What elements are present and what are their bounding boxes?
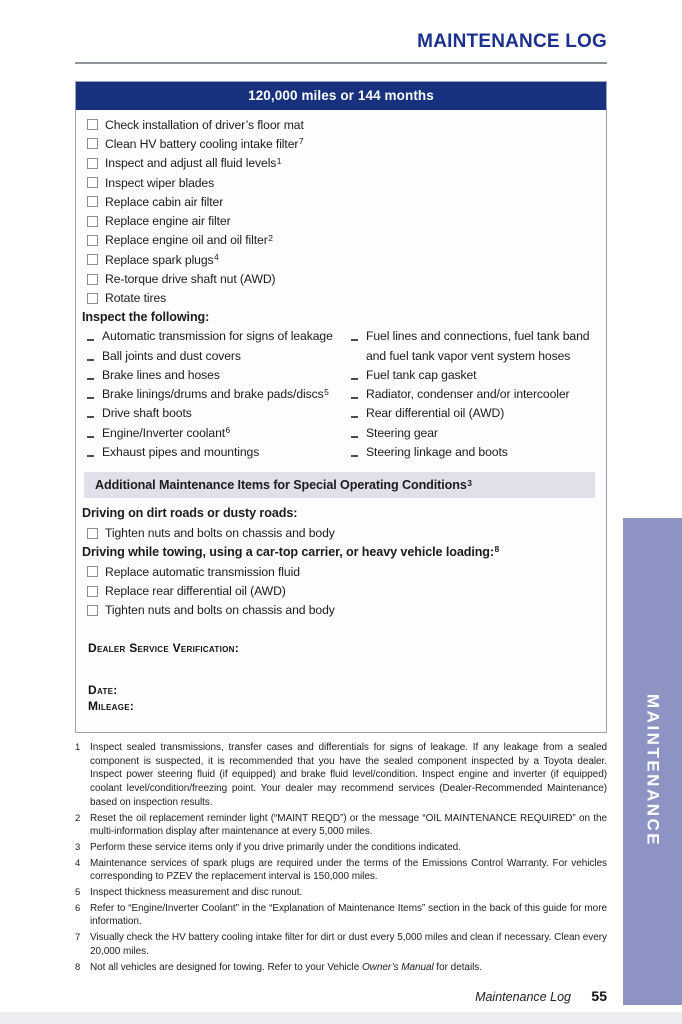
- footnote: [75, 812, 607, 839]
- checkbox-icon: [87, 293, 98, 304]
- page-content: [75, 0, 607, 1006]
- page-footer: [75, 988, 607, 1006]
- checkbox-icon: [87, 274, 98, 285]
- inspect-item-label: Steering linkage and boots: [366, 445, 508, 460]
- checklist-item: [81, 134, 598, 153]
- inspect-item-label: Fuel lines and connections, fuel tank band and fuel tank vapor vent system hoses: [366, 329, 590, 363]
- additional-conditions-heading: Additional Maintenance Items for Special Operating Conditions$^3$: [84, 472, 595, 498]
- footnote-number: 6: [75, 902, 81, 914]
- card-body: [76, 110, 606, 732]
- inspect-item: [351, 385, 598, 404]
- footnote-number: 8: [75, 961, 81, 973]
- checkbox-icon: [87, 254, 98, 265]
- footnote-number: 7: [75, 932, 81, 944]
- footnote: [75, 741, 607, 810]
- footnote-text: Maintenance services of spark plugs are required under the terms of the Emissions Control Warranty. For vehicles corresponding to PZEV the replacement interval is 150,000 miles.: [90, 857, 607, 883]
- checklist-item-label: Clean HV battery cooling intake filter$^7$: [105, 136, 304, 151]
- footnote-text: Visually check the HV battery cooling intake filter for dirt or dust every 5,000 miles and clean if necessary. Clean every 20,000 miles.: [90, 932, 607, 957]
- page-bottom-edge: [0, 1012, 682, 1024]
- checkbox-icon: [87, 196, 98, 207]
- inspect-item: [351, 404, 598, 423]
- mileage-label: Mileage:: [88, 698, 135, 713]
- footnote-text: Reset the oil replacement reminder light (“MAINT REQD”) or the message “OIL MAINTENANCE REQUIRED” on the multi-information display after maintenance at every 5,000 miles.: [90, 812, 607, 838]
- footer-page-number: 55: [591, 988, 607, 1005]
- footnote: [75, 931, 607, 958]
- inspect-item-label: Brake lines and hoses: [102, 367, 220, 382]
- footnote-number: 4: [75, 857, 81, 869]
- inspect-item-label: Fuel tank cap gasket: [366, 367, 477, 382]
- checklist-item: [81, 601, 598, 620]
- dash-bullet-icon: [351, 327, 366, 366]
- checkbox-icon: [87, 605, 98, 616]
- checklist-item: [81, 192, 598, 211]
- checkbox-icon: [87, 177, 98, 188]
- date-label: Date:: [88, 683, 118, 697]
- footnote: [75, 886, 607, 900]
- checklist-item-label: Re-torque drive shaft nut (AWD): [105, 272, 276, 287]
- checklist-item-label: Replace engine air filter: [105, 214, 231, 229]
- checklist-item-label: Replace automatic transmission fluid: [105, 564, 300, 579]
- inspect-columns: [81, 327, 598, 462]
- inspect-item: [351, 366, 598, 385]
- checklist-item: [81, 269, 598, 288]
- dash-bullet-icon: [351, 424, 366, 443]
- inspect-item: [87, 404, 351, 423]
- checklist-item-label: Replace rear differential oil (AWD): [105, 584, 286, 599]
- footer-section-label: Maintenance Log: [475, 990, 571, 1005]
- inspect-item: [87, 385, 351, 404]
- inspect-item: [87, 443, 351, 462]
- checkbox-icon: [87, 138, 98, 149]
- dash-bullet-icon: [351, 366, 366, 385]
- inspect-item-label: Brake linings/drums and brake pads/discs$^5$: [102, 386, 329, 402]
- inspect-item: [87, 424, 351, 443]
- checklist-item-label: Tighten nuts and bolts on chassis and body: [105, 526, 335, 541]
- towing-heading: Driving while towing, using a car-top carrier, or heavy vehicle loading:$^8$: [82, 544, 500, 559]
- footnote-text: Not all vehicles are designed for towing. Refer to your Vehicle Owner’s Manual for details.: [90, 961, 482, 973]
- footnote-number: 5: [75, 887, 81, 899]
- checklist-item-label: Rotate tires: [105, 291, 167, 306]
- checklist-item: [81, 154, 598, 173]
- inspect-item-label: Automatic transmission for signs of leakage: [102, 329, 333, 344]
- checklist-item-label: Inspect wiper blades: [105, 175, 215, 190]
- dash-bullet-icon: [351, 443, 366, 462]
- chapter-tab-label: MAINTENANCE: [643, 694, 663, 848]
- dash-bullet-icon: [87, 327, 102, 346]
- interval-header: 120,000 miles or 144 months: [76, 82, 606, 110]
- dirt-roads-heading: Driving on dirt roads or dusty roads:: [82, 506, 298, 521]
- checklist-item-label: Replace engine oil and oil filter$^2$: [105, 232, 273, 248]
- maintenance-log-card: [75, 81, 607, 733]
- inspect-item-label: Ball joints and dust covers: [102, 348, 241, 363]
- checklist-item: [81, 231, 598, 250]
- inspect-item: [87, 327, 351, 346]
- checklist-item: [81, 115, 598, 134]
- footnote: [75, 841, 607, 855]
- dash-bullet-icon: [87, 385, 102, 404]
- inspect-item-label: Radiator, condenser and/or intercooler: [366, 387, 570, 402]
- footnote-text: Inspect thickness measurement and disc runout.: [90, 887, 303, 899]
- dash-bullet-icon: [351, 404, 366, 423]
- checklist-item: [81, 211, 598, 230]
- dash-bullet-icon: [87, 443, 102, 462]
- dash-bullet-icon: [87, 347, 102, 366]
- checklist-item-label: Tighten nuts and bolts on chassis and body: [105, 603, 335, 618]
- inspect-item: [87, 366, 351, 385]
- inspect-item-label: Engine/Inverter coolant$^6$: [102, 425, 231, 440]
- checklist-item: [81, 524, 598, 543]
- title-divider: [75, 62, 607, 64]
- checklist-item-label: Check installation of driver’s floor mat: [105, 117, 304, 132]
- footnote-text: Perform these service items only if you drive primarily under the conditions indicated.: [90, 841, 461, 853]
- inspect-item: [351, 327, 598, 366]
- inspect-item-label: Exhaust pipes and mountings: [102, 445, 260, 460]
- inspect-column-left: [87, 327, 351, 462]
- checklist-item: [81, 562, 598, 581]
- footnote: [75, 961, 607, 975]
- checkbox-icon: [87, 119, 98, 130]
- footnote-text: Refer to “Engine/Inverter Coolant” in the “Explanation of Maintenance Items” section in the back of this guide for more information.: [90, 902, 607, 928]
- checklist-item-label: Replace cabin air filter: [105, 194, 224, 209]
- checklist-item: [81, 173, 598, 192]
- checklist-item: [81, 250, 598, 269]
- inspect-column-right: [351, 327, 598, 462]
- page-title: MAINTENANCE LOG: [417, 31, 607, 52]
- checklist-item: [81, 289, 598, 308]
- inspect-item-label: Steering gear: [366, 425, 438, 440]
- footnote: [75, 902, 607, 929]
- dash-bullet-icon: [87, 404, 102, 423]
- footnote-number: 3: [75, 841, 81, 853]
- checkbox-icon: [87, 158, 98, 169]
- dealer-verification-label: Dealer Service Verification:: [88, 640, 240, 655]
- inspect-item-label: Drive shaft boots: [102, 406, 192, 421]
- checkbox-icon: [87, 235, 98, 246]
- inspect-item: [351, 443, 598, 462]
- checklist-item: [81, 582, 598, 601]
- chapter-tab-maintenance: [623, 518, 682, 1005]
- footnote-number: 1: [75, 742, 81, 753]
- footnote: [75, 857, 607, 884]
- dealer-verification-block: [81, 641, 598, 733]
- checklist-item-label: Inspect and adjust all fluid levels$^1$: [105, 155, 282, 171]
- footnote-number: 2: [75, 812, 81, 824]
- dash-bullet-icon: [87, 366, 102, 385]
- inspect-heading: Inspect the following:: [82, 309, 210, 324]
- inspect-item-label: Rear differential oil (AWD): [366, 406, 505, 421]
- footnotes: [75, 741, 607, 974]
- inspect-item: [351, 424, 598, 443]
- dash-bullet-icon: [351, 385, 366, 404]
- checkbox-icon: [87, 586, 98, 597]
- checkbox-icon: [87, 528, 98, 539]
- checklist-item-label: Replace spark plugs$^4$: [105, 252, 219, 267]
- inspect-item: [87, 347, 351, 366]
- checkbox-icon: [87, 566, 98, 577]
- checkbox-icon: [87, 216, 98, 227]
- footnote-text: Inspect sealed transmissions, transfer cases and differentials for signs of leakage. If any leakage from a sealed component is suspected, it is recommended that you have the sealed component inspected by a Toyota dealer. Inspect power steering fluid (if equipped) and brake fluid level/condition. Inspect engine and inverter (if equipped) coolant level/condition/freezing point. Your dealer may recommend services (Dealer-Recommended Maintenance) based on inspection results.: [90, 742, 607, 808]
- dash-bullet-icon: [87, 424, 102, 443]
